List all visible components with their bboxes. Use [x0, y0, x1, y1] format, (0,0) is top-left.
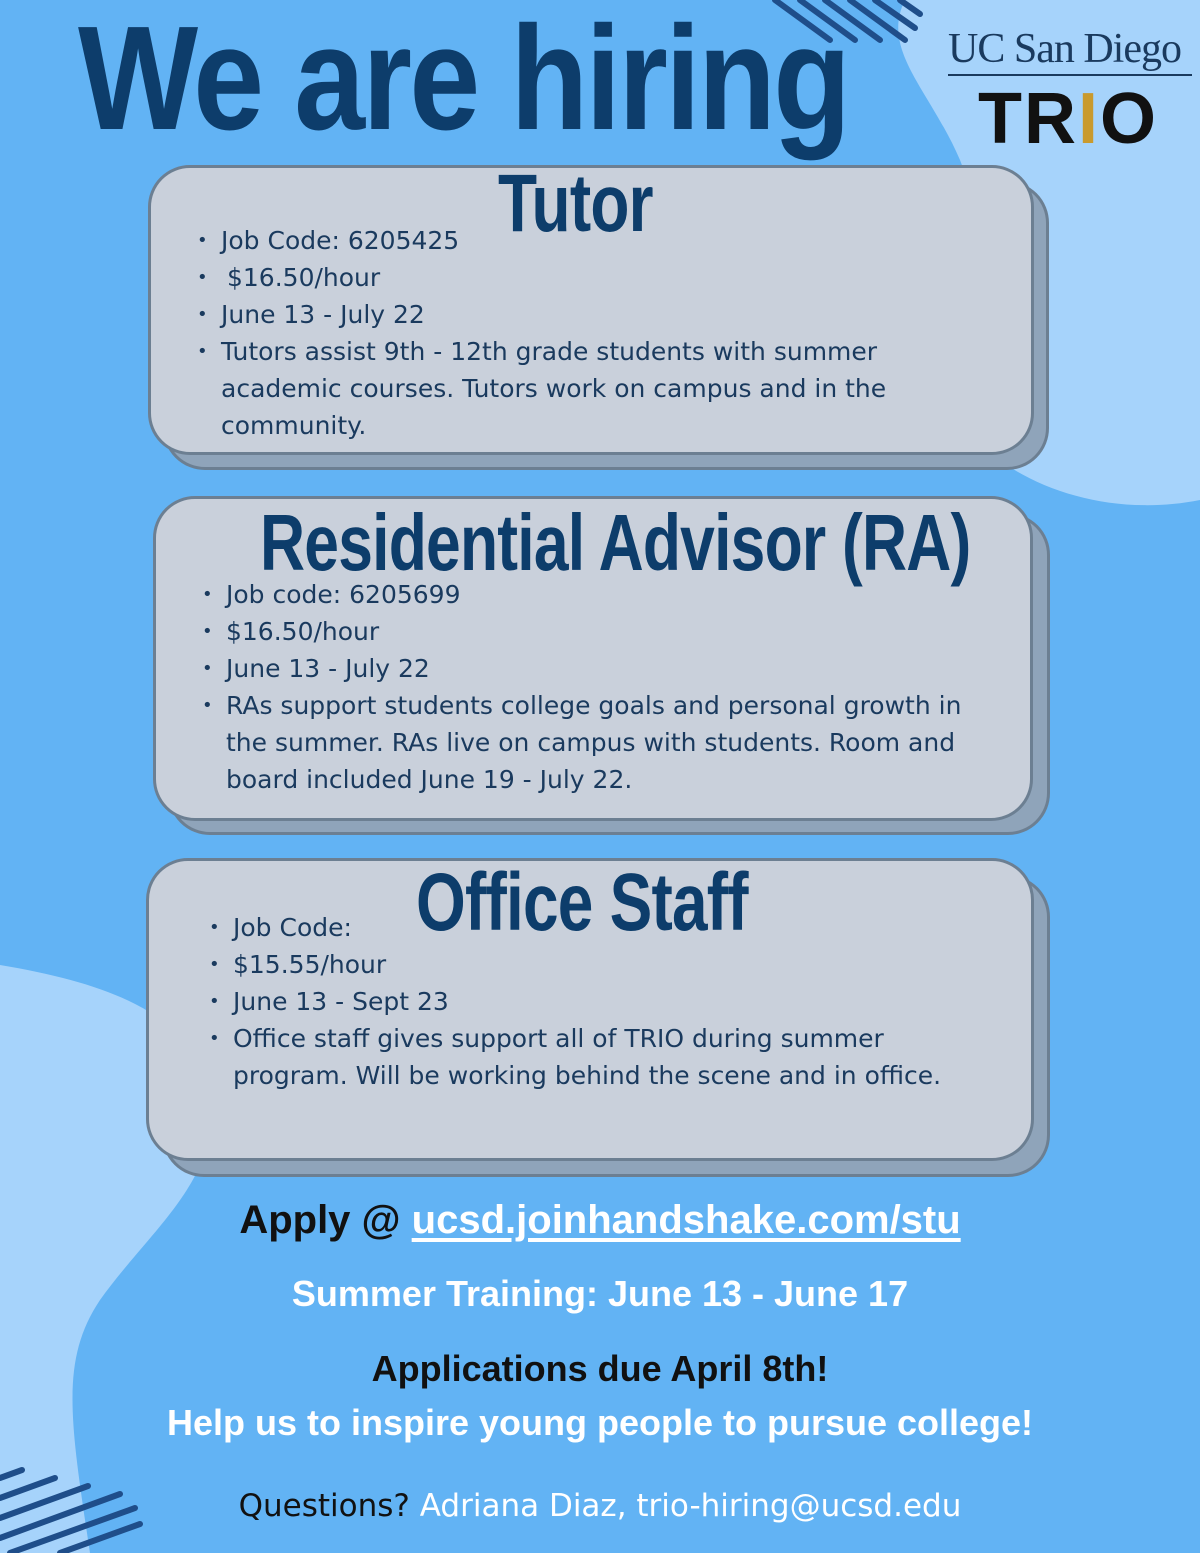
job-code: • Job code: 6205699 [226, 576, 966, 613]
job-title: Residential Advisor (RA) [260, 498, 971, 587]
job-dates: • June 13 - July 22 [226, 650, 966, 687]
job-title: Office Staff [416, 857, 748, 948]
job-details-list [195, 222, 981, 444]
application-deadline: Applications due April 8th! [371, 1348, 829, 1389]
ucsd-trio-logo [948, 26, 1198, 159]
university-name: UC San Diego [948, 26, 1181, 72]
job-dates: • June 13 - July 22 [221, 296, 981, 333]
training-dates: Summer Training: June 13 - June 17 [291, 1273, 909, 1314]
job-card-tutor [148, 158, 1034, 455]
job-pay: • $15.55/hour [233, 946, 973, 983]
job-dates: • June 13 - Sept 23 [233, 983, 973, 1020]
contact-info[interactable]: Adriana Diaz, trio-hiring@ucsd.edu [419, 1488, 962, 1524]
apply-line [0, 1196, 1200, 1244]
job-description: • RAs support students college goals and personal growth in the summer. RAs live on campus with students. Room and board included June 19 - July 22. [226, 687, 966, 798]
job-description: • Tutors assist 9th - 12th grade students with summer academic courses. Tutors work on campus and in the community. [221, 333, 981, 444]
job-title: Tutor [498, 158, 653, 249]
job-code: • Job Code: [233, 909, 973, 946]
apply-link[interactable]: ucsd.joinhandshake.com/stu [411, 1198, 961, 1242]
questions-label: Questions? [238, 1488, 410, 1524]
apply-label: Apply @ [239, 1198, 401, 1242]
job-card-residential-advisor [153, 496, 1033, 821]
headline: We are hiring [78, 0, 849, 161]
questions-line [0, 1488, 1200, 1524]
job-details-list [207, 909, 973, 1094]
job-details-list [200, 576, 966, 798]
job-pay: • $16.50/hour [221, 259, 981, 296]
job-code: • Job Code: 6205425 [221, 222, 981, 259]
job-description: • Office staff gives support all of TRIO during summer program. Will be working behind the scene and in office. [233, 1020, 973, 1094]
job-pay: • $16.50/hour [226, 613, 966, 650]
job-card-office-staff [146, 858, 1034, 1161]
trio-logo-text: TRIO [978, 79, 1159, 159]
logo-divider [948, 74, 1192, 76]
tagline: Help us to inspire young people to pursue college! [166, 1402, 1034, 1443]
